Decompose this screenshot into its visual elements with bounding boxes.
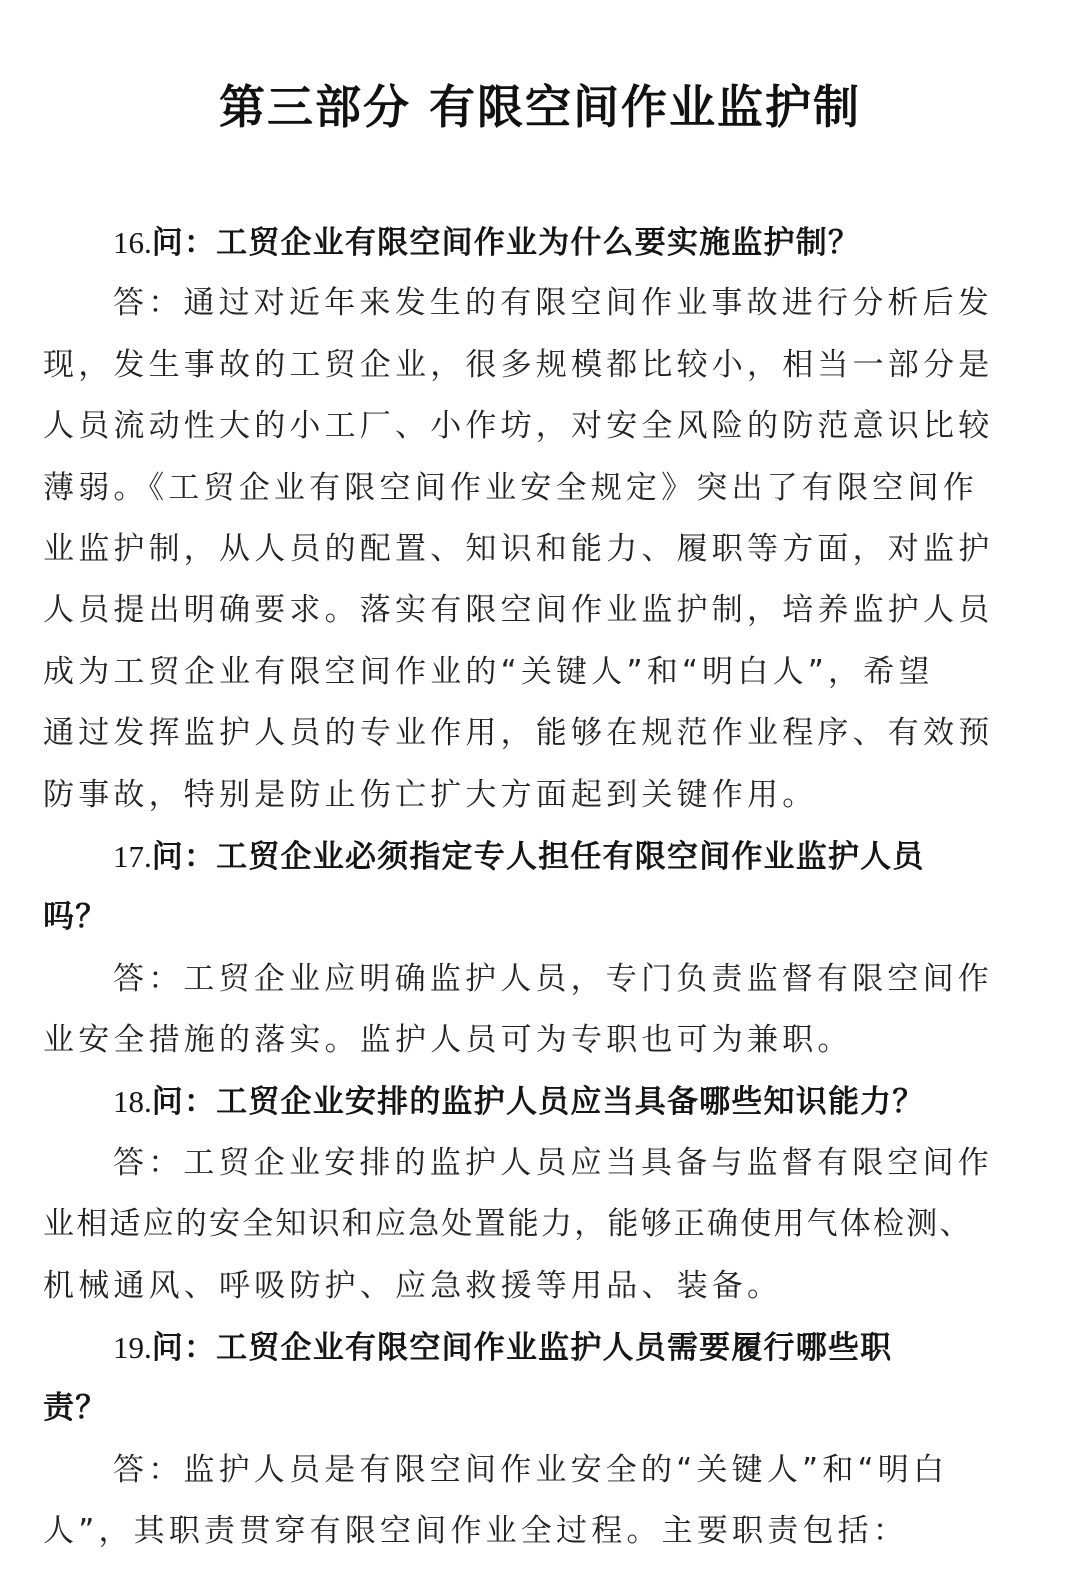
answer-line: 答：监护人员是有限空间作业安全的“关键人”和“明白 [113,1451,949,1488]
question-text: 问：工贸企业有限空间作业监护人员需要履行哪些职 [151,1330,893,1367]
question-number: 18. [113,1084,152,1120]
answer-line: 答：工贸企业安排的监护人员应当具备与监督有限空间作 [113,1144,993,1181]
answer-line: 人”，其职责贯穿有限空间作业全过程。主要职责包括： [43,1513,909,1550]
question-number: 16. [113,225,152,260]
question-text-continued: 吗？ [43,899,108,936]
answer-line: 业相适应的安全知识和应急处置能力，能够正确使用气体检测、 [43,1206,973,1243]
question-text: 问：工贸企业安排的监护人员应当具备哪些知识能力？ [151,1084,925,1121]
question-text: 问：工贸企业必须指定专人担任有限空间作业监护人员 [151,838,925,875]
answer-line: 人员流动性大的小工厂、小作坊，对安全风险的防范意识比较 [43,408,994,445]
answer-line: 通过发挥监护人员的专业作用，能够在规范作业程序、有效预 [43,715,994,752]
question-16 [43,212,1003,273]
answer-line: 机械通风、呼吸防护、应急救援等用品、装备。 [43,1267,783,1304]
question-text-continued: 责？ [43,1390,108,1427]
answer-line: 业安全措施的落实。监护人员可为专职也可为兼职。 [43,1022,853,1059]
question-19 [43,1317,1003,1378]
answer-line: 薄弱。《工贸企业有限空间作业安全规定》突出了有限空间作 [43,469,978,506]
document-body [43,212,1003,1563]
answer-line: 业监护制，从人员的配置、知识和能力、履职等方面，对监护 [43,530,994,567]
question-text: 问：工贸企业有限空间作业为什么要实施监护制？ [151,225,861,261]
question-17 [43,826,1003,887]
question-18 [43,1071,1003,1132]
question-number: 17. [113,838,152,874]
answer-line: 答：工贸企业应明确监护人员，专门负责监督有限空间作 [113,960,993,997]
question-number: 19. [113,1330,152,1366]
answer-line: 成为工贸企业有限空间作业的“关键人”和“明白人”，希望 [43,653,934,690]
answer-line: 答：通过对近年来发生的有限空间作业事故进行分析后发 [113,285,993,322]
answer-line: 人员提出明确要求。落实有限空间作业监护制，培养监护人员 [43,592,994,629]
answer-line: 防事故，特别是防止伤亡扩大方面起到关键作用。 [43,776,818,813]
page-title: 第三部分 有限空间作业监护制 [218,80,861,134]
answer-line: 现，发生事故的工贸企业，很多规模都比较小，相当一部分是 [43,346,994,383]
